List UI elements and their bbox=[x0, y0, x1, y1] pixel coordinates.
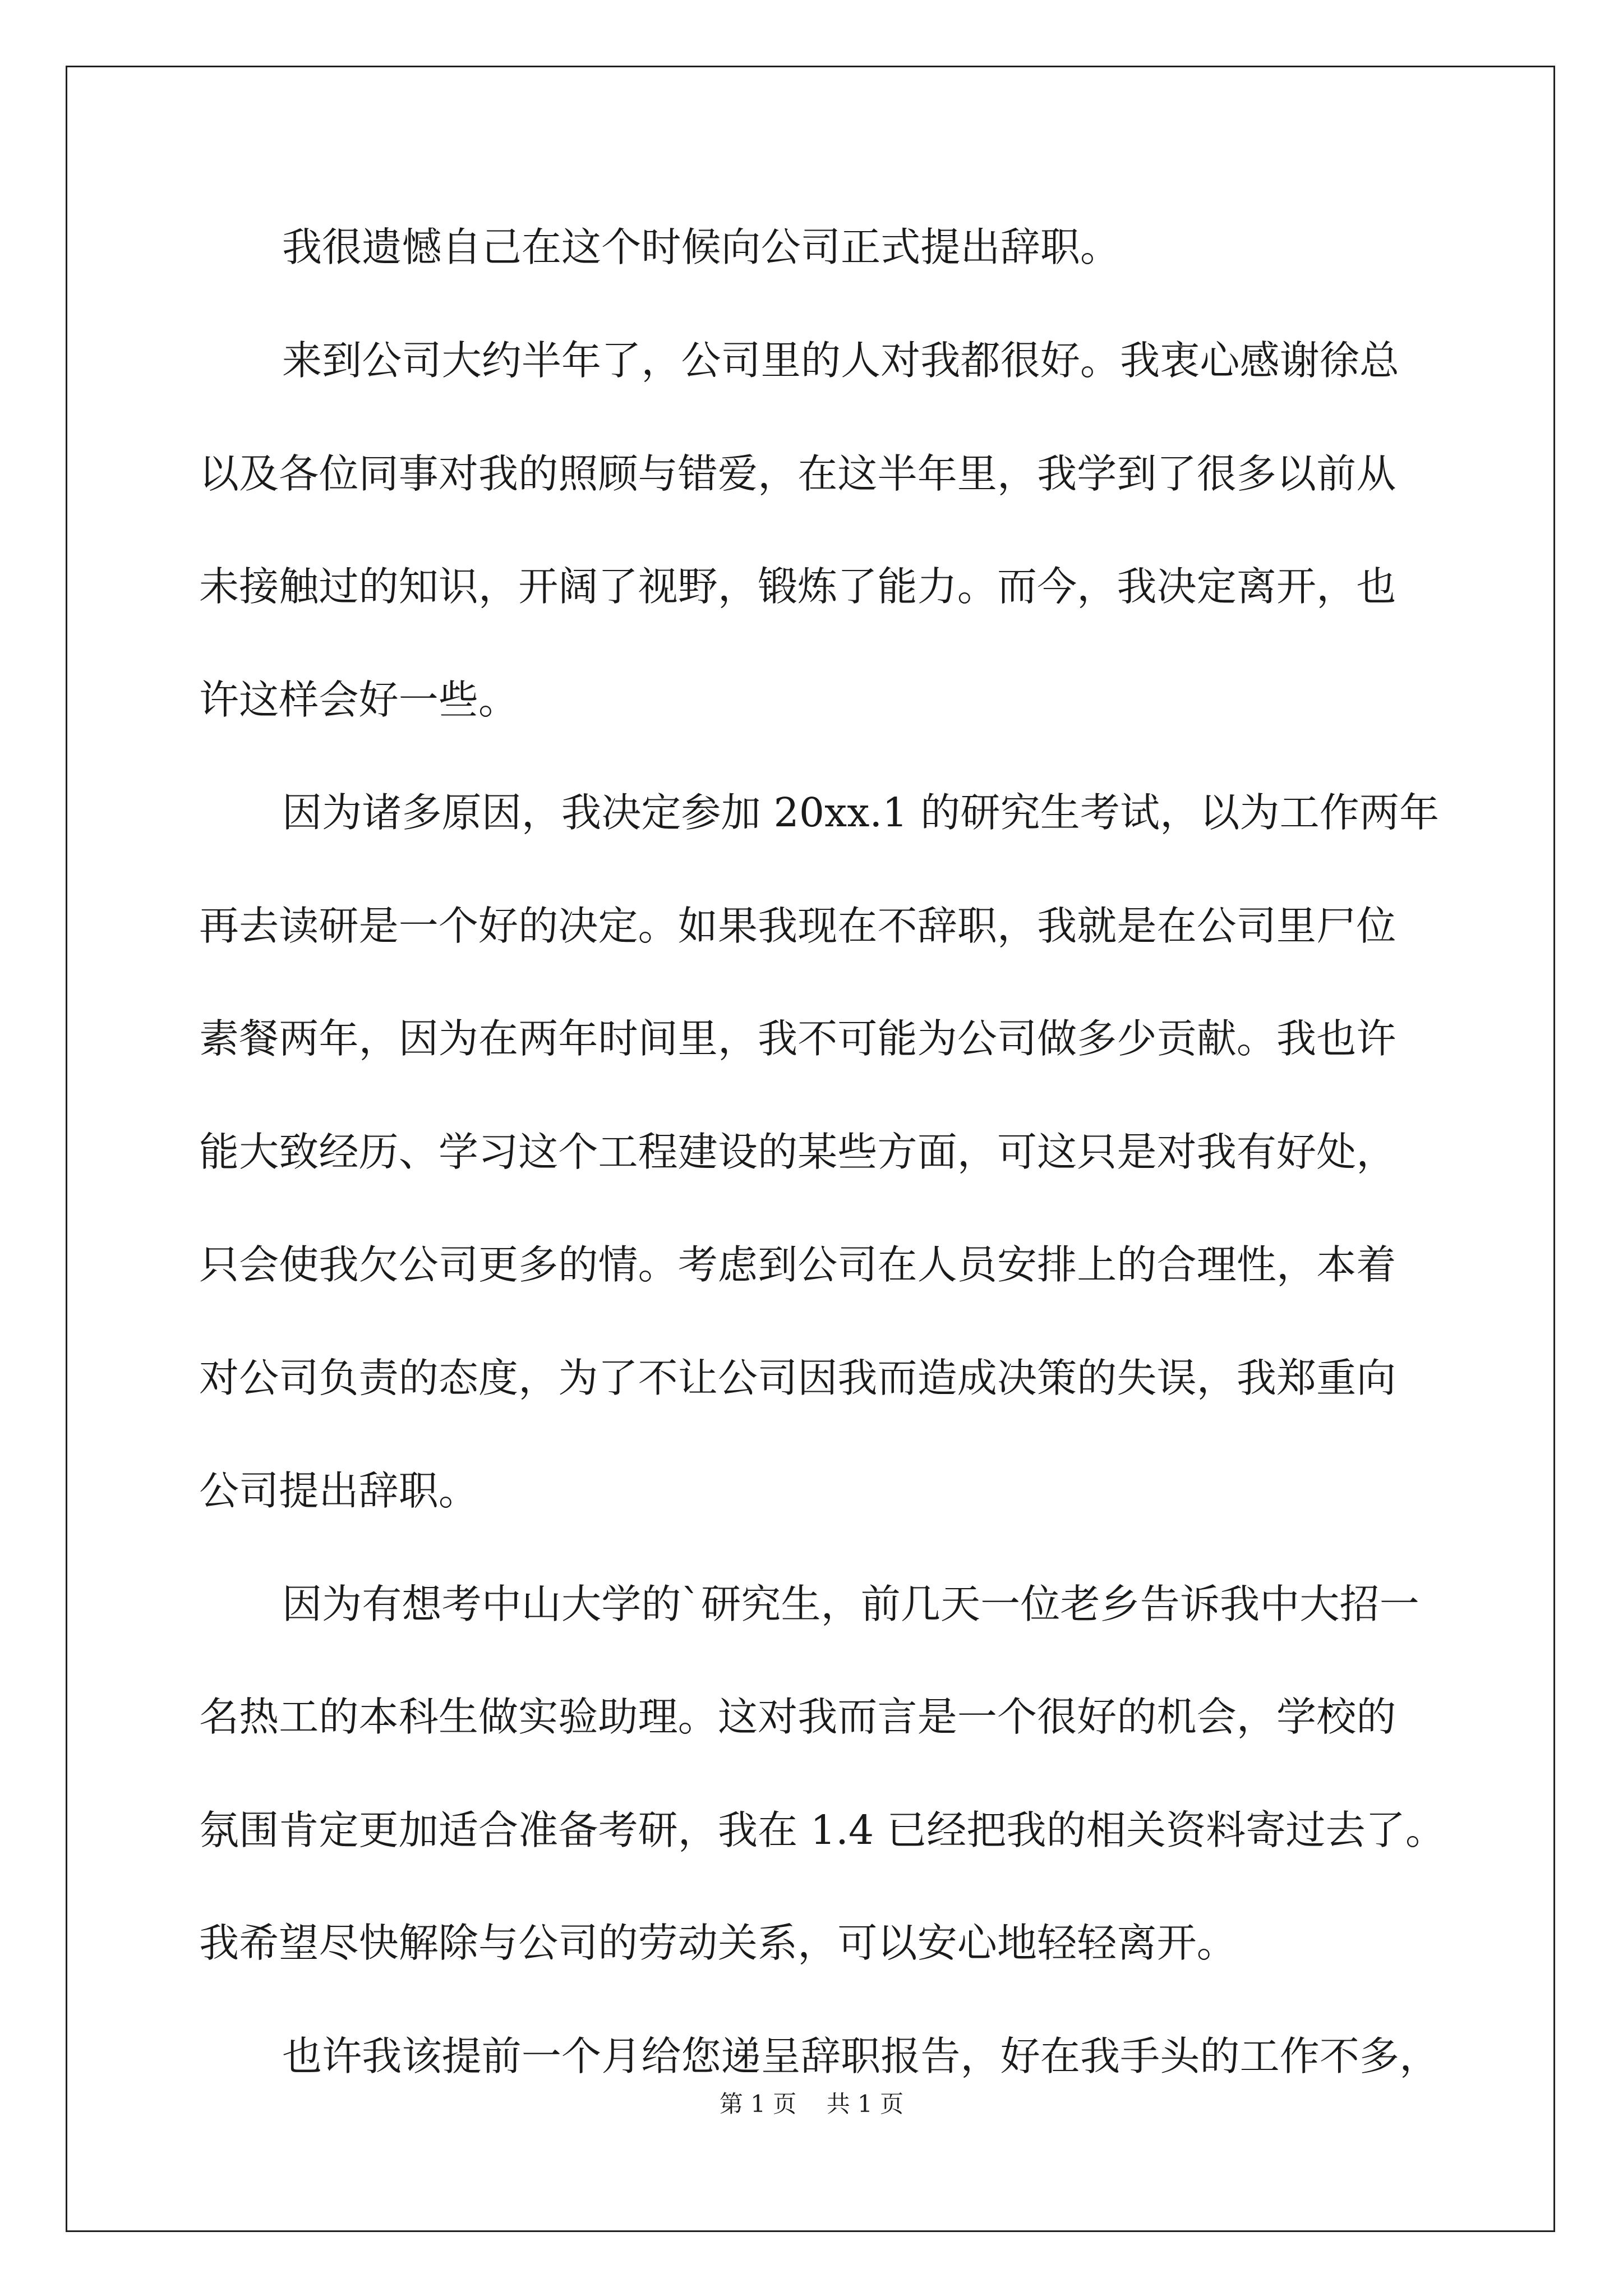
text-line: 只会使我欠公司更多的情。考虑到公司在人员安排上的合理性，本着 bbox=[199, 1241, 1396, 1288]
text-line: 公司提出辞职。 bbox=[199, 1467, 479, 1514]
text-line: 我希望尽快解除与公司的劳动关系，可以安心地轻轻离开。 bbox=[199, 1920, 1237, 1966]
text-line: 再去读研是一个好的决定。如果我现在不辞职，我就是在公司里尸位 bbox=[199, 903, 1396, 949]
text-line: 名热工的本科生做实验助理。这对我而言是一个很好的机会，学校的 bbox=[199, 1694, 1396, 1740]
text-line: 对公司负责的态度，为了不让公司因我而造成决策的失误，我郑重向 bbox=[199, 1355, 1396, 1401]
text-line: 因为有想考中山大学的`研究生，前几天一位老乡告诉我中大招一 bbox=[282, 1581, 1419, 1627]
text-line: 能大致经历、学习这个工程建设的某些方面，可这只是对我有好处， bbox=[199, 1129, 1396, 1175]
text-line: 来到公司大约半年了，公司里的人对我都很好。我衷心感谢徐总 bbox=[282, 337, 1400, 384]
text-line: 我很遗憾自己在这个时候向公司正式提出辞职。 bbox=[282, 224, 1121, 270]
text-line: 未接触过的知识，开阔了视野，锻炼了能力。而今，我决定离开，也 bbox=[199, 563, 1396, 610]
page-number-footer: 第 1 页 共 1 页 bbox=[719, 2090, 904, 2118]
text-line: 以及各位同事对我的照顾与错爱，在这半年里，我学到了很多以前从 bbox=[199, 450, 1396, 497]
text-line: 因为诸多原因，我决定参加 20xx.1 的研究生考试，以为工作两年 bbox=[282, 789, 1440, 836]
text-line: 许这样会好一些。 bbox=[199, 677, 519, 723]
text-line: 素餐两年，因为在两年时间里，我不可能为公司做多少贡献。我也许 bbox=[199, 1015, 1396, 1062]
text-line: 也许我该提前一个月给您递呈辞职报告，好在我手头的工作不多， bbox=[282, 2033, 1440, 2079]
text-line: 氛围肯定更加适合准备考研，我在 1.4 已经把我的相关资料寄过去了。 bbox=[199, 1807, 1446, 1853]
